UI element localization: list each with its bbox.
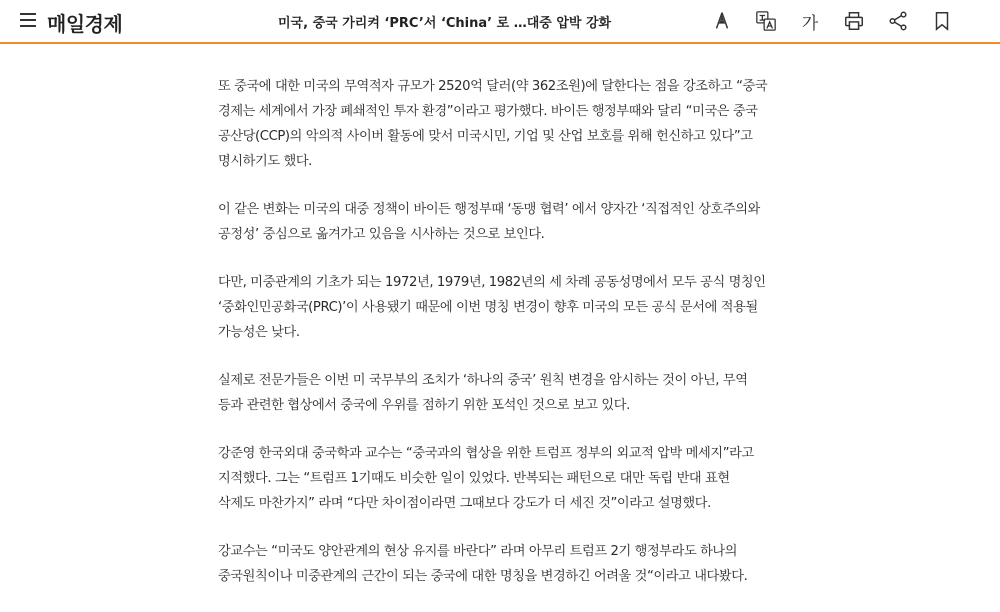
- share-button[interactable]: [876, 8, 920, 34]
- article-headline: 미국, 중국 가리켜 ‘PRC’서 ‘China’ 로 …대중 압박 강화: [278, 16, 612, 31]
- font-size-icon: 가: [801, 13, 819, 34]
- translate-button[interactable]: [744, 8, 788, 34]
- article-paragraph: 또 중국에 대한 미국의 무역적자 규모가 2520억 달러(약 362조원)에 달한다는 점을 강조하고 “중국 경제는 세계에서 가장 폐쇄적인 투자 환경”이라고 평가했다. 바이든 행정부때와 달리 “미국은 중국 공산당(CCP)의 악의적 사이버 활동에 맞서 미국시민, 기업 및 산업 보호를 위해 헌신하고 있다”고 명시하기도 했다.: [218, 79, 768, 169]
- bookmark-button[interactable]: [920, 8, 964, 34]
- print-button[interactable]: [832, 8, 876, 34]
- share-icon: [887, 10, 909, 32]
- ai-icon: [711, 10, 733, 32]
- article-paragraph: 실제로 전문가들은 이번 미 국무부의 조치가 ‘하나의 중국’ 원칙 변경을 암시하는 것이 아닌, 무역 등과 관련한 협상에서 중국에 우위를 점하기 위한 포석인 것으로 보고 있다.: [218, 373, 748, 413]
- translate-icon: [755, 10, 777, 32]
- font-size-button[interactable]: [788, 8, 832, 34]
- bookmark-icon: [931, 10, 953, 32]
- menu-icon[interactable]: [20, 13, 36, 27]
- article-paragraph: 이 같은 변화는 미국의 대중 정책이 바이든 행정부때 ‘동맹 협력’ 에서 양자간 ‘직접적인 상호주의와 공정성’ 중심으로 옮겨가고 있음을 시사하는 것으로 보인다.: [218, 202, 760, 242]
- toolbar: [700, 8, 964, 34]
- article-paragraph: 강교수는 “미국도 양안관계의 현상 유지를 바란다” 라며 아무리 트럼프 2기 행정부라도 하나의 중국원칙이나 미중관계의 근간이 되는 중국에 대한 명칭을 변경하긴 어려울 것“이라고 내다봤다.: [218, 544, 748, 584]
- article-paragraph: 강준영 한국외대 중국학과 교수는 “중국과의 협상을 위한 트럼프 정부의 외교적 압박 메세지”라고 지적했다. 그는 “트럼프 1기때도 비슷한 일이 있었다. 반복되는 패턴으로 대만 독립 반대 표현 삭제도 마찬가지” 라며 “다만 차이점이라면 그때보다 강도가 더 세진 것”이라고 설명했다.: [218, 446, 754, 511]
- article-body: [218, 74, 770, 612]
- ai-button[interactable]: [700, 8, 744, 34]
- top-header-bar: [0, 0, 1000, 44]
- print-icon: [843, 10, 865, 32]
- article-paragraph: 다만, 미중관계의 기초가 되는 1972년, 1979년, 1982년의 세 차례 공동성명에서 모두 공식 명칭인 ‘중화인민공화국(PRC)’이 사용됐기 때문에 이번 명칭 변경이 향후 미국의 모든 공식 문서에 적용될 가능성은 낮다.: [218, 275, 766, 340]
- site-logo[interactable]: 매일경제: [47, 12, 123, 36]
